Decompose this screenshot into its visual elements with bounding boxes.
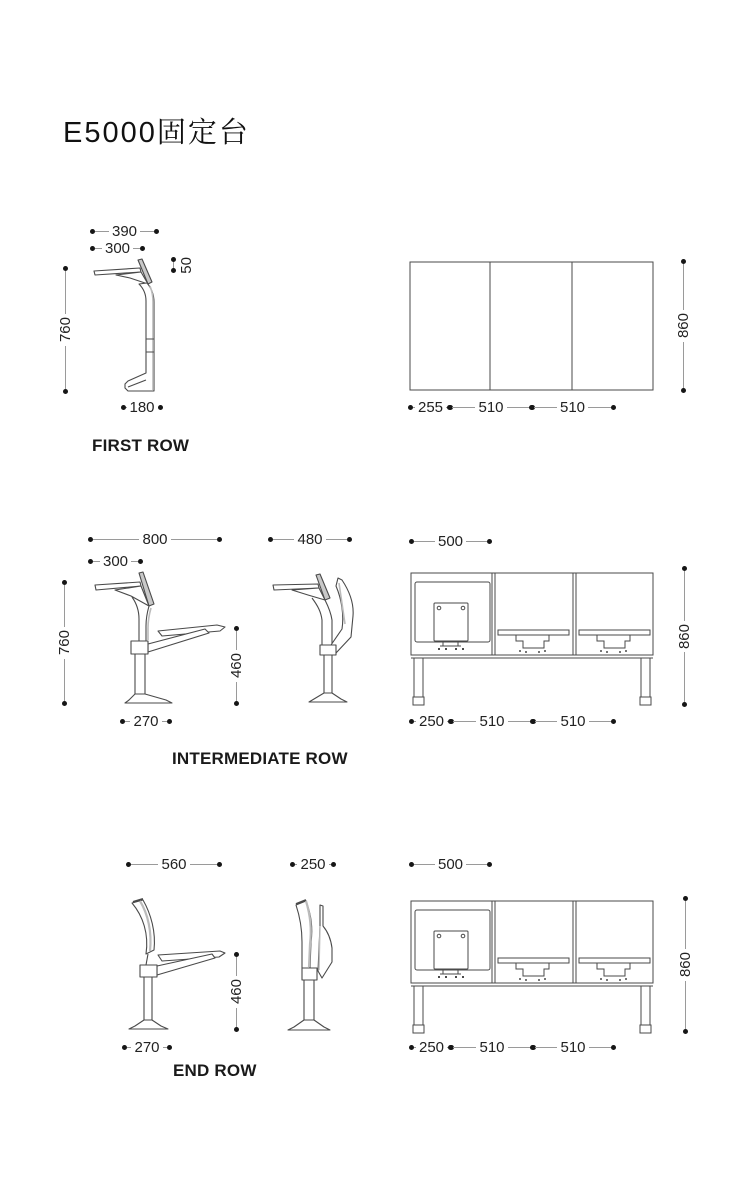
dim-value: 300 — [104, 239, 131, 257]
dim-value: 560 — [161, 855, 187, 873]
dim-endpoint-dot — [140, 246, 145, 251]
dim-endpoint-dot — [63, 389, 68, 394]
dim-line — [236, 1008, 237, 1027]
intermediate-foot-depth-dim — [120, 713, 172, 729]
dim-value: 760 — [55, 630, 73, 656]
dim-line — [273, 539, 294, 540]
dim-value: 250 — [418, 712, 445, 730]
dim-line — [95, 248, 102, 249]
end-front-top-width-dim — [409, 856, 492, 872]
dim-line — [131, 864, 158, 865]
first-row-label: FIRST ROW — [92, 436, 190, 455]
dim-line — [685, 981, 686, 1029]
dim-value: 510 — [478, 398, 504, 416]
intermediate-seat-height-dim — [228, 626, 244, 706]
end-foot-depth-dim — [122, 1039, 172, 1055]
dim-value: 860 — [674, 313, 692, 339]
dim-line — [588, 407, 611, 408]
dim-line — [133, 248, 140, 249]
end-front-seg2-dim — [448, 1039, 536, 1055]
dim-value: 270 — [133, 712, 159, 730]
dim-value: 390 — [111, 222, 138, 240]
first-front-seg3-dim — [529, 399, 616, 415]
dim-line — [414, 864, 435, 865]
page-title: E5000固定台 — [63, 117, 250, 149]
intermediate-front-top-width-dim — [409, 533, 492, 549]
dim-value: 510 — [479, 712, 505, 730]
dim-value: 250 — [418, 1038, 445, 1056]
dim-endpoint-dot — [171, 268, 176, 273]
dim-endpoint-dot — [158, 405, 163, 410]
first-row-front-view-drawing — [408, 256, 656, 394]
dim-value: 270 — [134, 1038, 160, 1056]
dim-endpoint-dot — [487, 539, 492, 544]
dim-value: 510 — [479, 1038, 505, 1056]
dim-endpoint-dot — [682, 702, 687, 707]
dim-line — [190, 864, 217, 865]
dim-endpoint-dot — [487, 862, 492, 867]
end-front-height-dim — [677, 896, 693, 1034]
intermediate-front-height-dim — [676, 566, 692, 707]
dim-line — [64, 585, 65, 627]
first-front-seg2-dim — [447, 399, 535, 415]
end-row-label: END ROW — [173, 1061, 257, 1080]
first-side-screen-rise-dim — [171, 257, 194, 274]
intermediate-side-overall-depth-dim — [88, 531, 222, 547]
end-side-overall-depth-dim — [126, 856, 222, 872]
dim-line — [140, 231, 154, 232]
dim-value: 800 — [142, 530, 168, 548]
dim-line — [683, 264, 684, 310]
dim-value: 860 — [675, 623, 693, 650]
dim-line — [534, 407, 557, 408]
first-side-overall-depth-dim — [90, 223, 159, 239]
end-front-seg3-dim — [530, 1039, 616, 1055]
dim-line — [684, 652, 685, 702]
dim-line — [535, 721, 557, 722]
dim-endpoint-dot — [167, 1045, 172, 1050]
dim-line — [685, 901, 686, 949]
dim-endpoint-dot — [611, 1045, 616, 1050]
dim-line — [236, 957, 237, 976]
dim-endpoint-dot — [217, 862, 222, 867]
first-side-desk-depth-dim — [90, 240, 145, 256]
dim-line — [452, 407, 475, 408]
dim-value: 255 — [417, 398, 444, 416]
dim-line — [93, 561, 100, 562]
dim-value: 460 — [227, 653, 245, 679]
first-side-foot-depth-dim — [121, 399, 163, 415]
end-row-front-view-drawing — [408, 894, 658, 1036]
end-row-side-folded-drawing — [276, 892, 351, 1034]
dim-value: 50 — [178, 257, 195, 274]
dim-value: 510 — [559, 398, 586, 416]
dim-endpoint-dot — [138, 559, 143, 564]
dim-endpoint-dot — [331, 862, 336, 867]
dim-line — [236, 682, 237, 701]
dim-line — [589, 1047, 611, 1048]
dim-line — [236, 631, 237, 650]
dim-endpoint-dot — [681, 388, 686, 393]
dim-line — [507, 407, 530, 408]
intermediate-side-height-dim — [56, 580, 72, 706]
dim-line — [93, 539, 139, 540]
dim-line — [535, 1047, 557, 1048]
first-side-height-dim — [57, 266, 73, 394]
dim-endpoint-dot — [234, 1027, 239, 1032]
first-row-side-view-drawing — [90, 256, 160, 398]
end-folded-depth-dim — [290, 856, 336, 872]
dim-endpoint-dot — [167, 719, 172, 724]
intermediate-front-seg2-dim — [448, 713, 536, 729]
dim-line — [64, 659, 65, 701]
dim-line — [65, 271, 66, 314]
intermediate-front-seg3-dim — [530, 713, 616, 729]
dim-line — [508, 1047, 531, 1048]
dim-line — [326, 539, 347, 540]
first-front-height-dim — [675, 259, 691, 393]
dim-endpoint-dot — [611, 405, 616, 410]
dim-line — [589, 721, 611, 722]
intermediate-row-label: INTERMEDIATE ROW — [172, 749, 348, 768]
dim-value: 500 — [437, 855, 464, 873]
dim-line — [508, 721, 531, 722]
intermediate-folded-depth-dim — [268, 531, 352, 547]
intermediate-row-side-folded-drawing — [258, 566, 358, 712]
dim-line — [466, 541, 487, 542]
dim-line — [171, 257, 176, 273]
dim-line — [65, 346, 66, 389]
dim-line — [131, 561, 138, 562]
dim-value: 860 — [676, 952, 694, 978]
dim-line — [95, 231, 109, 232]
dim-value: 500 — [437, 532, 464, 550]
dim-value: 480 — [297, 530, 323, 548]
dim-value: 180 — [129, 398, 155, 416]
dim-line — [453, 1047, 476, 1048]
dim-line — [414, 541, 435, 542]
dim-line — [684, 571, 685, 621]
dim-endpoint-dot — [62, 701, 67, 706]
dim-line — [466, 864, 487, 865]
dim-line — [453, 721, 476, 722]
dim-endpoint-dot — [611, 719, 616, 724]
dim-endpoint-dot — [683, 1029, 688, 1034]
intermediate-row-side-open-drawing — [88, 566, 248, 712]
dim-endpoint-dot — [234, 701, 239, 706]
dim-value: 460 — [227, 979, 245, 1005]
dim-endpoint-dot — [217, 537, 222, 542]
dim-value: 510 — [560, 1038, 586, 1056]
dim-line — [683, 342, 684, 388]
dim-line — [171, 539, 217, 540]
dim-value: 300 — [102, 552, 129, 570]
dim-endpoint-dot — [347, 537, 352, 542]
dim-value: 760 — [56, 317, 74, 343]
dim-value: 510 — [560, 712, 586, 730]
dim-value: 250 — [300, 855, 326, 873]
intermediate-row-front-view-drawing — [408, 566, 658, 708]
end-seat-height-dim — [228, 952, 244, 1032]
dim-endpoint-dot — [154, 229, 159, 234]
